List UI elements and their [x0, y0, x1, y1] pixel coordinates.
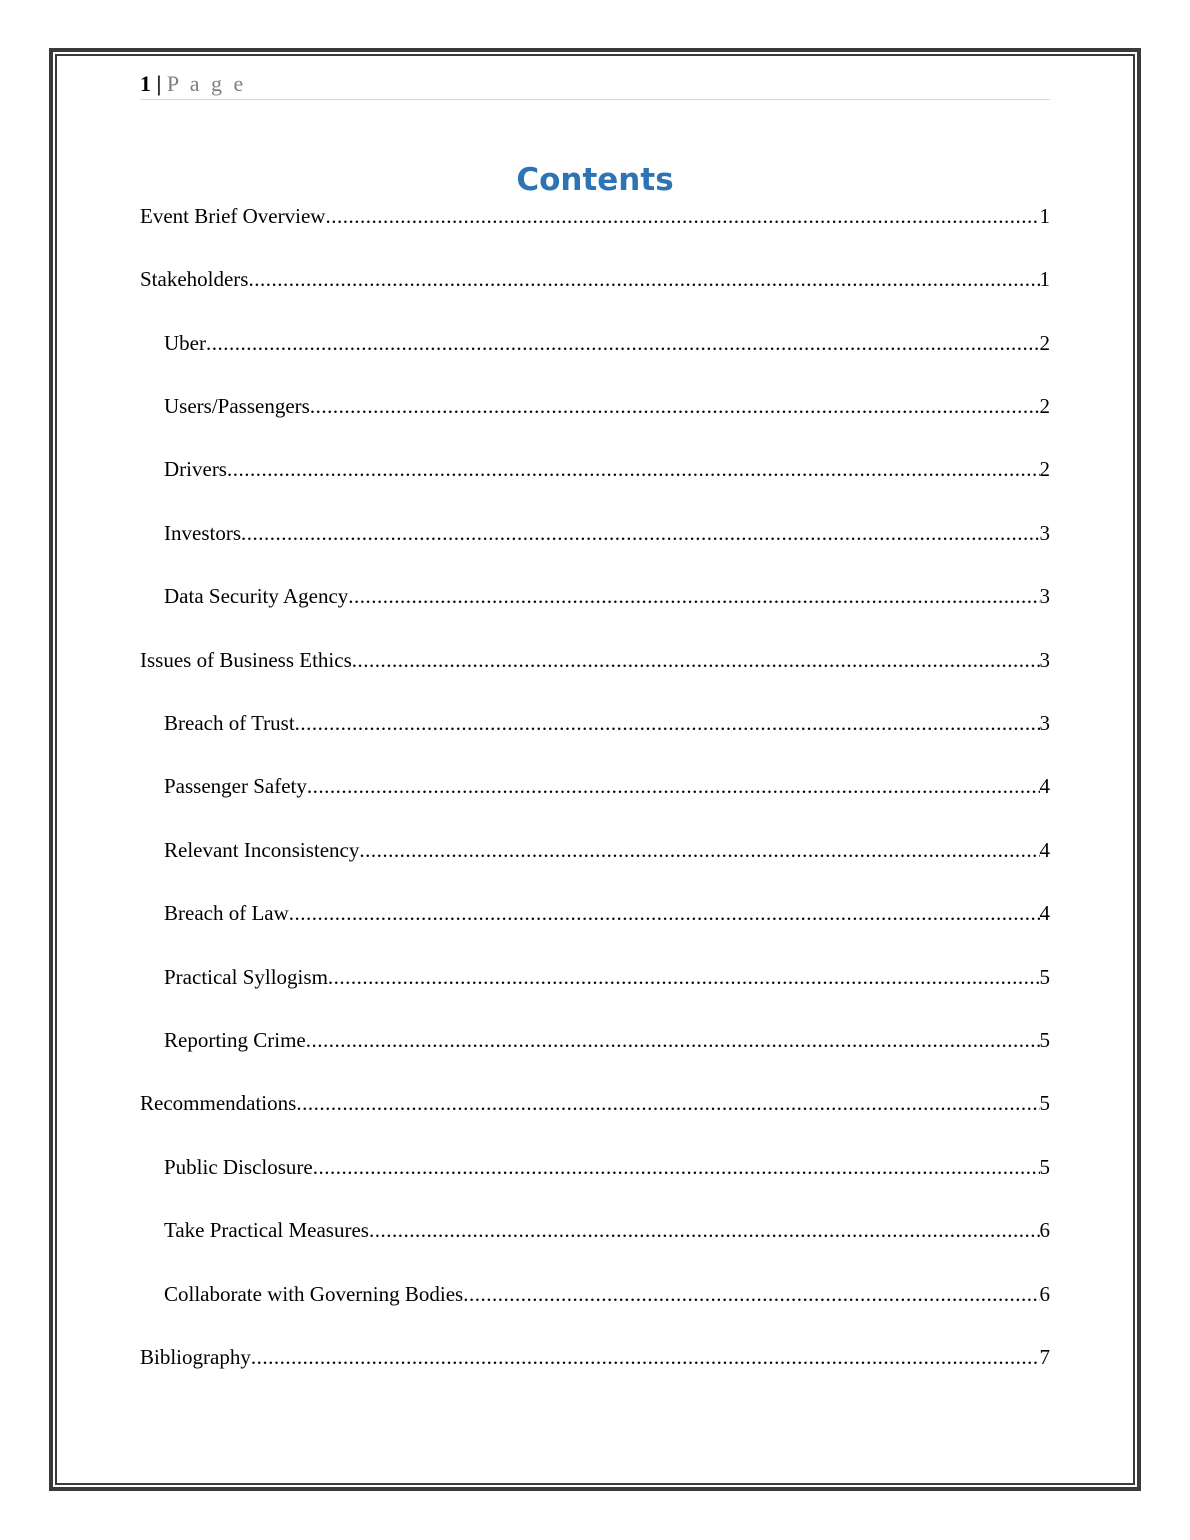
- toc-title: Contents: [516, 162, 674, 198]
- toc-entry-page: 2: [1039, 457, 1050, 481]
- toc-leader: [206, 327, 1040, 359]
- toc-entry-label: Drivers: [164, 457, 227, 481]
- toc-entry-page: 7: [1039, 1345, 1050, 1369]
- toc-entry-page: 5: [1039, 1028, 1050, 1052]
- toc-entry-label: Take Practical Measures: [164, 1218, 369, 1242]
- toc-leader: [352, 644, 1040, 676]
- toc-leader: [463, 1278, 1039, 1310]
- toc-entry-label: Event Brief Overview: [140, 204, 326, 228]
- toc-entry-event-brief-overview[interactable]: [140, 200, 1050, 232]
- toc-entry-label: Uber: [164, 331, 206, 355]
- toc-entry-label: Reporting Crime: [164, 1028, 306, 1052]
- toc-entry-collaborate-with-governing-bodies[interactable]: [164, 1278, 1050, 1310]
- toc-entry-reporting-crime[interactable]: [164, 1024, 1050, 1056]
- toc-entry-label: Passenger Safety: [164, 774, 307, 798]
- toc-entry-label: Practical Syllogism: [164, 965, 328, 989]
- header-page-word: P a g e: [166, 71, 247, 96]
- toc-entry-label: Investors: [164, 521, 241, 545]
- toc-entry-label: Breach of Trust: [164, 711, 295, 735]
- toc-leader: [248, 263, 1039, 295]
- toc-entry-page: 1: [1039, 267, 1050, 291]
- toc-entry-take-practical-measures[interactable]: [164, 1214, 1050, 1246]
- toc-entry-stakeholders[interactable]: [140, 263, 1050, 295]
- toc-entry-page: 2: [1039, 394, 1050, 418]
- toc-entry-page: 4: [1039, 901, 1050, 925]
- toc-leader: [310, 390, 1040, 422]
- toc-entry-label: Issues of Business Ethics: [140, 648, 352, 672]
- toc-leader: [369, 1214, 1040, 1246]
- toc-entry-label: Bibliography: [140, 1345, 251, 1369]
- toc-entry-page: 3: [1039, 648, 1050, 672]
- toc-leader: [306, 1024, 1040, 1056]
- toc-entry-breach-of-trust[interactable]: [164, 707, 1050, 739]
- toc-entry-uber[interactable]: [164, 327, 1050, 359]
- toc-entry-page: 6: [1039, 1218, 1050, 1242]
- toc-entry-breach-of-law[interactable]: [164, 897, 1050, 929]
- toc-leader: [289, 897, 1040, 929]
- toc-leader: [325, 200, 1039, 232]
- toc-entry-label: Relevant Inconsistency: [164, 838, 360, 862]
- header-separator: |: [156, 71, 162, 96]
- toc-entry-page: 3: [1039, 521, 1050, 545]
- toc-entry-page: 4: [1039, 838, 1050, 862]
- toc-entry-page: 6: [1039, 1282, 1050, 1306]
- toc-entry-page: 5: [1039, 965, 1050, 989]
- toc-leader: [328, 961, 1040, 993]
- toc-leader: [348, 580, 1039, 612]
- toc-entry-label: Recommendations: [140, 1091, 297, 1115]
- toc-leader: [313, 1151, 1040, 1183]
- toc-leader: [295, 707, 1040, 739]
- toc-entry-issues-of-business-ethics[interactable]: [140, 644, 1050, 676]
- header-page-number: 1: [140, 71, 151, 96]
- toc-leader: [251, 1341, 1040, 1373]
- toc-entry-page: 4: [1039, 774, 1050, 798]
- toc-entry-label: Stakeholders: [140, 267, 249, 291]
- toc-entry-investors[interactable]: [164, 517, 1050, 549]
- toc-entry-label: Public Disclosure: [164, 1155, 313, 1179]
- toc-entry-page: 1: [1039, 204, 1050, 228]
- toc-entry-page: 5: [1039, 1091, 1050, 1115]
- page-header: [140, 70, 1050, 100]
- toc-leader: [359, 834, 1039, 866]
- toc-entry-label: Users/Passengers: [164, 394, 310, 418]
- toc-entry-recommendations[interactable]: [140, 1087, 1050, 1119]
- toc-entry-page: 5: [1039, 1155, 1050, 1179]
- toc-entry-users-passengers[interactable]: [164, 390, 1050, 422]
- toc-entry-drivers[interactable]: [164, 453, 1050, 485]
- toc-leader: [296, 1087, 1039, 1119]
- toc-leader: [307, 770, 1040, 802]
- toc-entry-page: 2: [1039, 331, 1050, 355]
- toc-entry-relevant-inconsistency[interactable]: [164, 834, 1050, 866]
- toc-leader: [241, 517, 1040, 549]
- toc-entry-label: Breach of Law: [164, 901, 289, 925]
- toc-entry-passenger-safety[interactable]: [164, 770, 1050, 802]
- toc-entry-label: Collaborate with Governing Bodies: [164, 1282, 464, 1306]
- toc-leader: [227, 453, 1040, 485]
- toc-entry-bibliography[interactable]: [140, 1341, 1050, 1373]
- toc-entry-practical-syllogism[interactable]: [164, 961, 1050, 993]
- toc-entry-label: Data Security Agency: [164, 584, 349, 608]
- toc-entry-public-disclosure[interactable]: [164, 1151, 1050, 1183]
- toc-entry-page: 3: [1039, 711, 1050, 735]
- toc-entry-page: 3: [1039, 584, 1050, 608]
- toc-entry-data-security-agency[interactable]: [164, 580, 1050, 612]
